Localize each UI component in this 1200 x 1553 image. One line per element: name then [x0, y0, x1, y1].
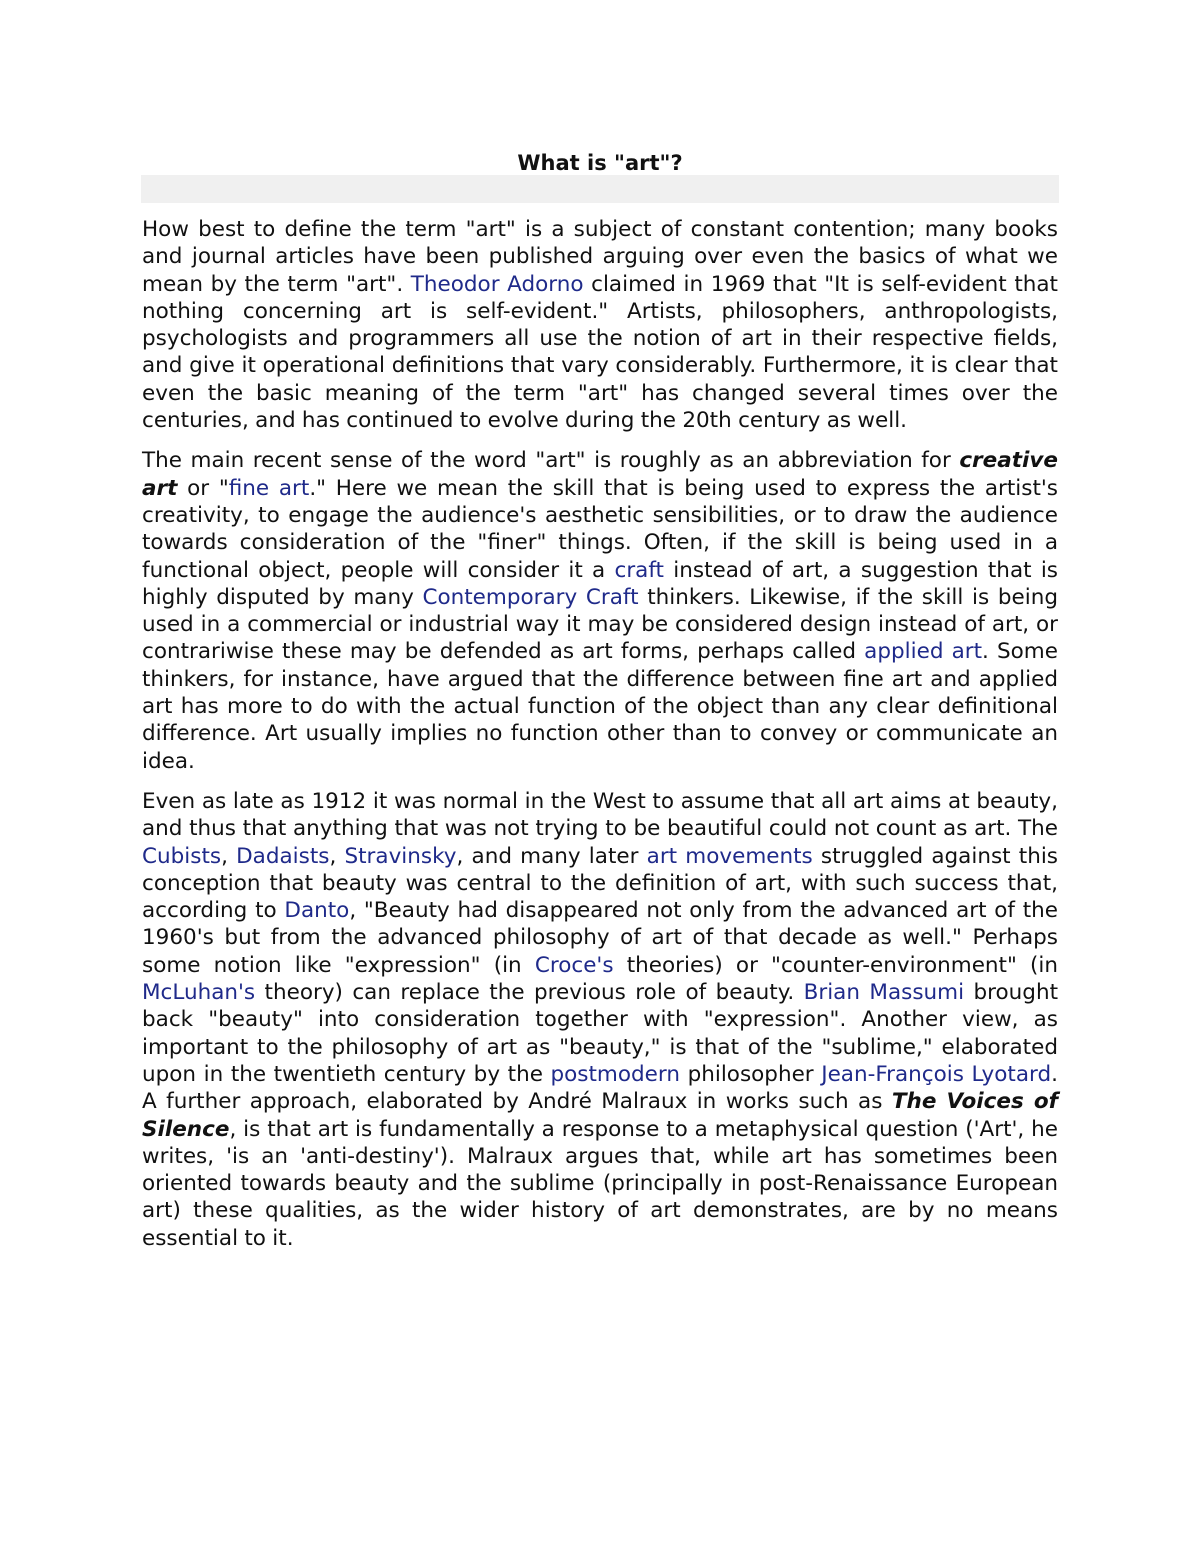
- document-body: [142, 216, 1058, 1265]
- text-run: , is that art is fundamentally a response to a metaphysical question ('Art', he writes, 'is an 'anti-destiny'). Malraux argues that, while art has sometimes been oriented towards beauty and the sublime (principally in post-Renaissance European art) these qualities, as the wider history of art demonstrates, are by no means essential to it.: [142, 1116, 1058, 1251]
- link-lyotard[interactable]: Jean-François Lyotard: [821, 1061, 1052, 1087]
- text-run: , and many later: [456, 843, 647, 869]
- link-applied-art[interactable]: applied art: [864, 639, 983, 665]
- link-danto[interactable]: Danto: [284, 898, 350, 924]
- text-run: ." Here we mean the skill that is being used to express the artist's creativity, to engage the audience's aesthetic sensibilities, or to draw the audience towards consideration of the "finer" things. Often, if the skill is being used in a functional object, people will consider it a: [142, 475, 1058, 583]
- link-contemporary-craft[interactable]: Contemporary Craft: [422, 584, 639, 610]
- page-title: What is "art"?: [517, 151, 683, 175]
- paragraph-3: [142, 788, 1058, 1252]
- paragraph-1: [142, 216, 1058, 434]
- text-run: thinkers. Likewise, if the skill is being used in a commercial or industrial way it may be considered design instead of art, or contrariwise these may be defended as art forms, perhaps called: [142, 584, 1058, 665]
- link-craft[interactable]: craft: [614, 557, 664, 583]
- link-art-movements[interactable]: art movements: [646, 843, 813, 869]
- text-run: ,: [221, 843, 237, 869]
- text-run: The main recent sense of the word "art" is roughly as an abbreviation for: [142, 448, 960, 474]
- link-fine-art[interactable]: fine art: [228, 475, 310, 501]
- text-run: . Some thinkers, for instance, have argued that the difference between fine art and applied art has more to do with the actual function of the object than any clear definitional difference. Art usually implies no function other than to convey or communicate an idea.: [142, 639, 1058, 774]
- text-run: instead of art, a suggestion that is highly disputed by many: [142, 557, 1059, 610]
- paragraph-2: [142, 447, 1058, 775]
- text-run: brought back "beauty" into consideration together with "expression". Another view, as important to the philosophy of art as "beauty," is that of the "sublime," elaborated upon in the twentieth century by the: [142, 980, 1058, 1087]
- text-run: claimed in 1969 that "It is self-evident that nothing concerning art is self-evident." Artists, philosophers, anthropologists, psychologists and programmers all use the notion of art in their respective fields, and give it operational definitions that vary considerably. Furthermore, it is clear that even the basic meaning of the term "art" has changed several times over the centuries, and has continued to evolve during the 20th century as well.: [142, 271, 1058, 434]
- text-run: or ": [177, 475, 229, 501]
- link-croce[interactable]: Croce's: [534, 952, 614, 978]
- link-theodor-adorno[interactable]: Theodor Adorno: [410, 271, 584, 297]
- link-stravinsky[interactable]: Stravinsky: [344, 843, 457, 869]
- text-run: theories) or "counter-environment" (in: [613, 952, 1059, 978]
- link-cubists[interactable]: Cubists: [142, 843, 222, 869]
- link-dadaists[interactable]: Dadaists: [236, 843, 330, 869]
- text-run: theory) can replace the previous role of beauty.: [255, 980, 804, 1006]
- emphasis-voices-of-silence: The Voices of Silence: [142, 1089, 1058, 1142]
- text-run: How best to define the term "art" is a subject of constant contention; many books and journal articles have been published arguing over even the basics of what we mean by the term "art".: [142, 217, 1058, 297]
- link-brian-massumi[interactable]: Brian Massumi: [803, 980, 965, 1006]
- text-run: ,: [329, 843, 345, 869]
- text-run: . A further approach, elaborated by André Malraux in works such as: [142, 1061, 1058, 1115]
- emphasis-creative-art: creative art: [142, 448, 1058, 501]
- link-mcluhan[interactable]: McLuhan's: [142, 980, 256, 1006]
- title-shading-bar: [141, 175, 1059, 203]
- text-run: , "Beauty had disappeared not only from the advanced art of the 1960's but from the advanced philosophy of art of that decade as well." Perhaps some notion like "expression" (in: [142, 898, 1058, 978]
- text-run: Even as late as 1912 it was normal in the West to assume that all art aims at beauty, and thus that anything that was not trying to be beautiful could not count as art. The: [142, 788, 1058, 842]
- text-run: struggled against this conception that beauty was central to the definition of art, with such success that, according to: [142, 843, 1058, 924]
- link-postmodern[interactable]: postmodern: [550, 1061, 680, 1087]
- text-run: philosopher: [680, 1061, 822, 1087]
